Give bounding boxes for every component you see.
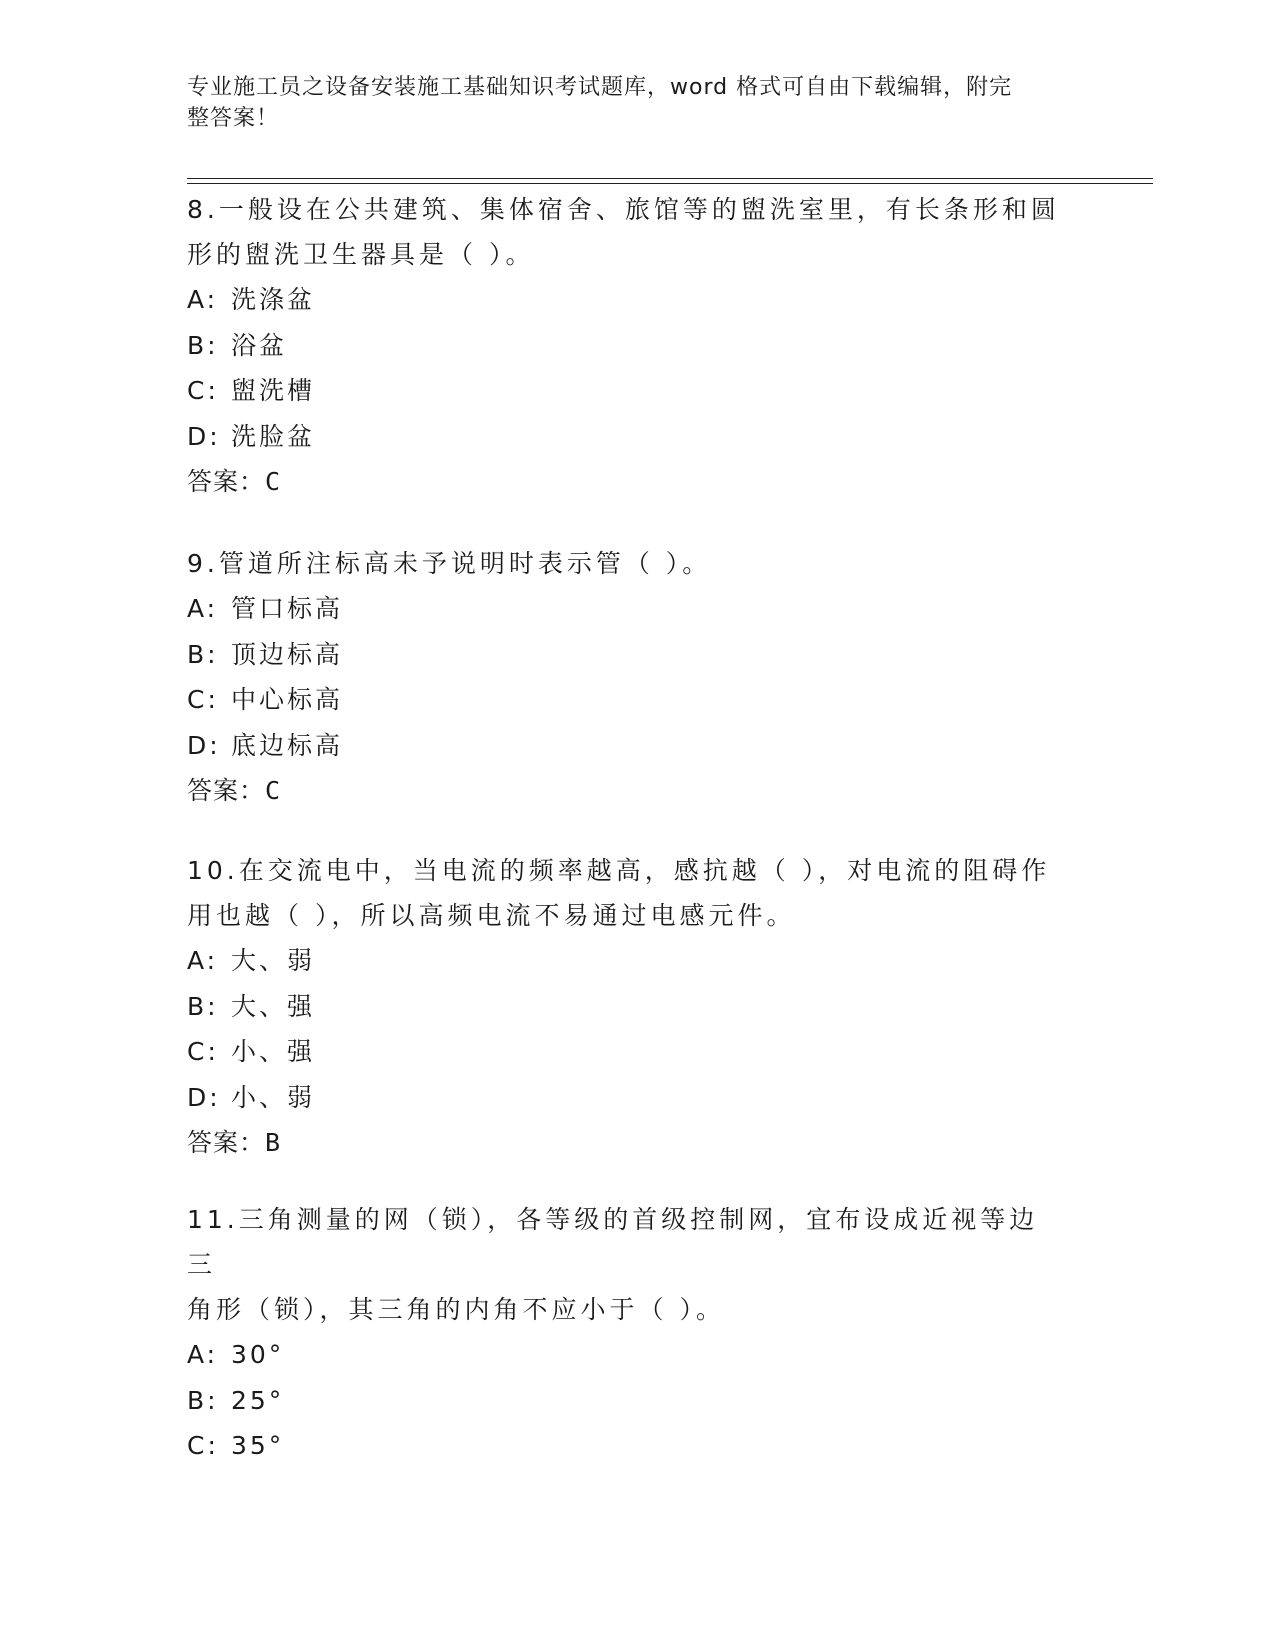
answer-label: 答案： [187,776,266,805]
option-d [187,1075,1067,1121]
option-text: 洗涤盆 [231,285,316,314]
header-divider-bottom [187,183,1153,184]
header-line-2: 整答案！ [187,106,280,131]
option-text: 小、强 [231,1037,316,1066]
answer-label: 答案： [187,1128,266,1157]
option-text: 盥洗槽 [231,376,316,405]
question-8 [187,187,1067,504]
answer-line [187,768,1067,813]
option-d [187,414,1067,460]
option-a [187,277,1067,323]
option-text: 管口标高 [231,594,344,623]
option-a [187,586,1067,632]
answer-value: C [265,467,282,496]
option-text: 25° [231,1385,285,1415]
option-c [187,368,1067,414]
option-key: C: [187,376,219,405]
answer-line [187,1120,1067,1165]
question-stem-line: 10.在交流电中，当电流的频率越高，感抗越（ ），对电流的阻碍作 [187,856,1051,885]
option-text: 浴盆 [231,330,288,360]
option-key: B: [187,991,219,1021]
question-11 [187,1197,1067,1469]
option-d [187,723,1067,769]
answer-label: 答案： [187,467,266,496]
answer-value: B [265,1128,282,1157]
option-a [187,1332,1067,1378]
question-10 [187,848,1067,1165]
option-text: 洗脸盆 [231,421,316,451]
option-key: A: [187,285,219,314]
header-divider-top [187,178,1153,179]
question-stem-line: 9.管道所注标高未予说明时表示管（ ）。 [187,549,712,578]
option-a [187,938,1067,984]
option-key: C: [187,685,219,714]
option-key: B: [187,330,219,360]
option-key: B: [187,1385,219,1415]
option-text: 30° [231,1340,285,1369]
option-key: D: [187,1082,221,1112]
option-c [187,1423,1067,1469]
question-9 [187,541,1067,813]
option-text: 35° [231,1431,285,1460]
question-stem-line: 用也越（ ），所以高频电流不易通过电感元件。 [187,901,796,930]
option-key: C: [187,1037,219,1066]
question-stem-line: 角形（锁），其三角的内角不应小于（ ）。 [187,1295,725,1324]
option-key: A: [187,946,219,975]
answer-value: C [265,776,282,805]
option-key: D: [187,730,221,760]
option-c [187,1029,1067,1075]
option-b [187,632,1067,678]
option-key: A: [187,594,219,623]
option-key: A: [187,1340,219,1369]
option-text: 大、强 [231,991,316,1021]
option-text: 底边标高 [231,730,344,760]
option-text: 顶边标高 [231,639,344,669]
option-c [187,677,1067,723]
option-text: 小、弱 [231,1082,316,1112]
option-b [187,1378,1067,1424]
document-header [187,72,1057,134]
option-key: D: [187,421,221,451]
option-b [187,323,1067,369]
answer-line [187,459,1067,504]
option-key: B: [187,639,219,669]
question-stem-line: 形的盥洗卫生器具是（ ）。 [187,240,535,269]
question-stem-line: 8.一般设在公共建筑、集体宿舍、旅馆等的盥洗室里，有长条形和圆 [187,195,1060,224]
option-b [187,984,1067,1030]
option-text: 中心标高 [231,685,344,714]
option-key: C: [187,1431,219,1460]
header-line-1: 专业施工员之设备安装施工基础知识考试题库，word 格式可自由下载编辑，附完 [187,75,1013,100]
option-text: 大、弱 [231,946,316,975]
question-stem-line: 11.三角测量的网（锁），各等级的首级控制网，宜布设成近视等边三 [187,1205,1039,1279]
